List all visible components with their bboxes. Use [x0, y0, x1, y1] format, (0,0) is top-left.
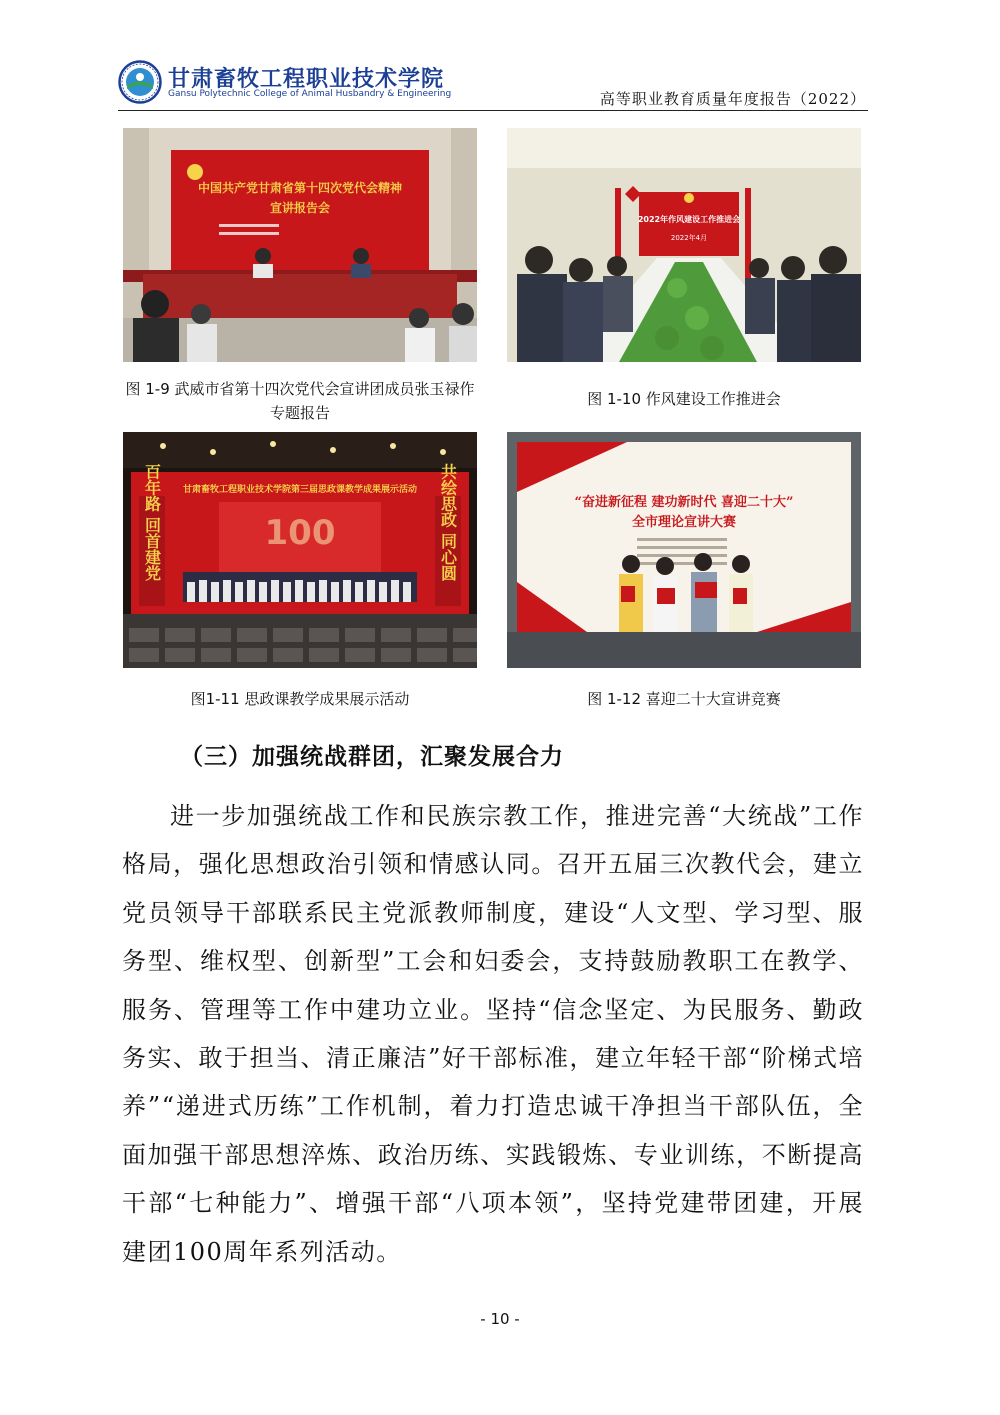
figure-caption-1-12: 图 1-12 喜迎二十大宣讲竞赛 — [587, 690, 781, 708]
side-slogan-right: 共绘思政 同心圆 — [438, 463, 458, 581]
school-name-cn: 甘肃畜牧工程职业技术学院 — [168, 66, 445, 92]
header-divider — [118, 110, 868, 111]
page-header — [118, 58, 868, 110]
screen-line-1: 2022年作风建设工作推进会 — [637, 215, 741, 224]
screen-line-2: 宣讲报告会 — [269, 201, 331, 215]
screen-line-1: 中国共产党甘肃省第十四次党代会精神 — [197, 181, 403, 195]
figure-caption-1-9: 图 1-9 武威市省第十四次党代会宣讲团成员张玉禄作专题报告 — [125, 380, 475, 422]
body-paragraph: 进一步加强统战工作和民族宗教工作，推进完善“大统战”工作格局，强化思想政治引领和情感认同。召开五届三次教代会，建立党员领导干部联系民主党派教师制度，建设“人文型、学习型、服务型、维权型、创新型”工会和妇委会，支持鼓励教职工在教学、服务、管理等工作中建功立业。坚持“信念坚定、为民服务、勤政务实、敢于担当、清正廉洁”好干部标准，建立年轻干部“阶梯式培养”“递进式历练”工作机制，着力打造忠诚干净担当干部队伍，全面加强干部思想淬炼、政治历练、实践锻炼、专业训练，不断提高干部“七种能力”、增强干部“八项本领”，坚持党建带团建，开展建团100周年系列活动。 — [122, 802, 864, 1266]
college-logo — [118, 60, 162, 104]
screen-line-2: 全市理论宣讲大赛 — [631, 515, 737, 530]
figure-caption-1-10: 图 1-10 作风建设工作推进会 — [587, 390, 781, 408]
screen-line-1: “奋进新征程 建功新时代 喜迎二十大” — [574, 495, 794, 510]
photo-ideology-course-showcase — [123, 432, 477, 668]
side-slogan-left: 百年路 回首建党 — [142, 463, 162, 581]
screen-line-2: 2022年4月 — [670, 234, 708, 242]
svg-text:100: 100 — [264, 513, 336, 553]
page-number: - 10 - — [480, 1310, 520, 1328]
photo-party-congress-lecture — [123, 128, 477, 362]
report-title: 高等职业教育质量年度报告（2022） — [599, 90, 866, 108]
banner-text: 甘肃畜牧工程职业技术学院第三届思政课教学成果展示活动 — [182, 485, 418, 495]
figure-caption-1-11: 图1-11 思政课教学成果展示活动 — [190, 690, 410, 708]
photo-work-style-meeting — [507, 128, 861, 362]
section-heading: （三）加强统战群团，汇聚发展合力 — [180, 744, 564, 770]
photo-speech-contest — [507, 432, 861, 668]
school-name-en: Gansu Polytechnic College of Animal Husbandry & Engineering — [168, 89, 452, 99]
